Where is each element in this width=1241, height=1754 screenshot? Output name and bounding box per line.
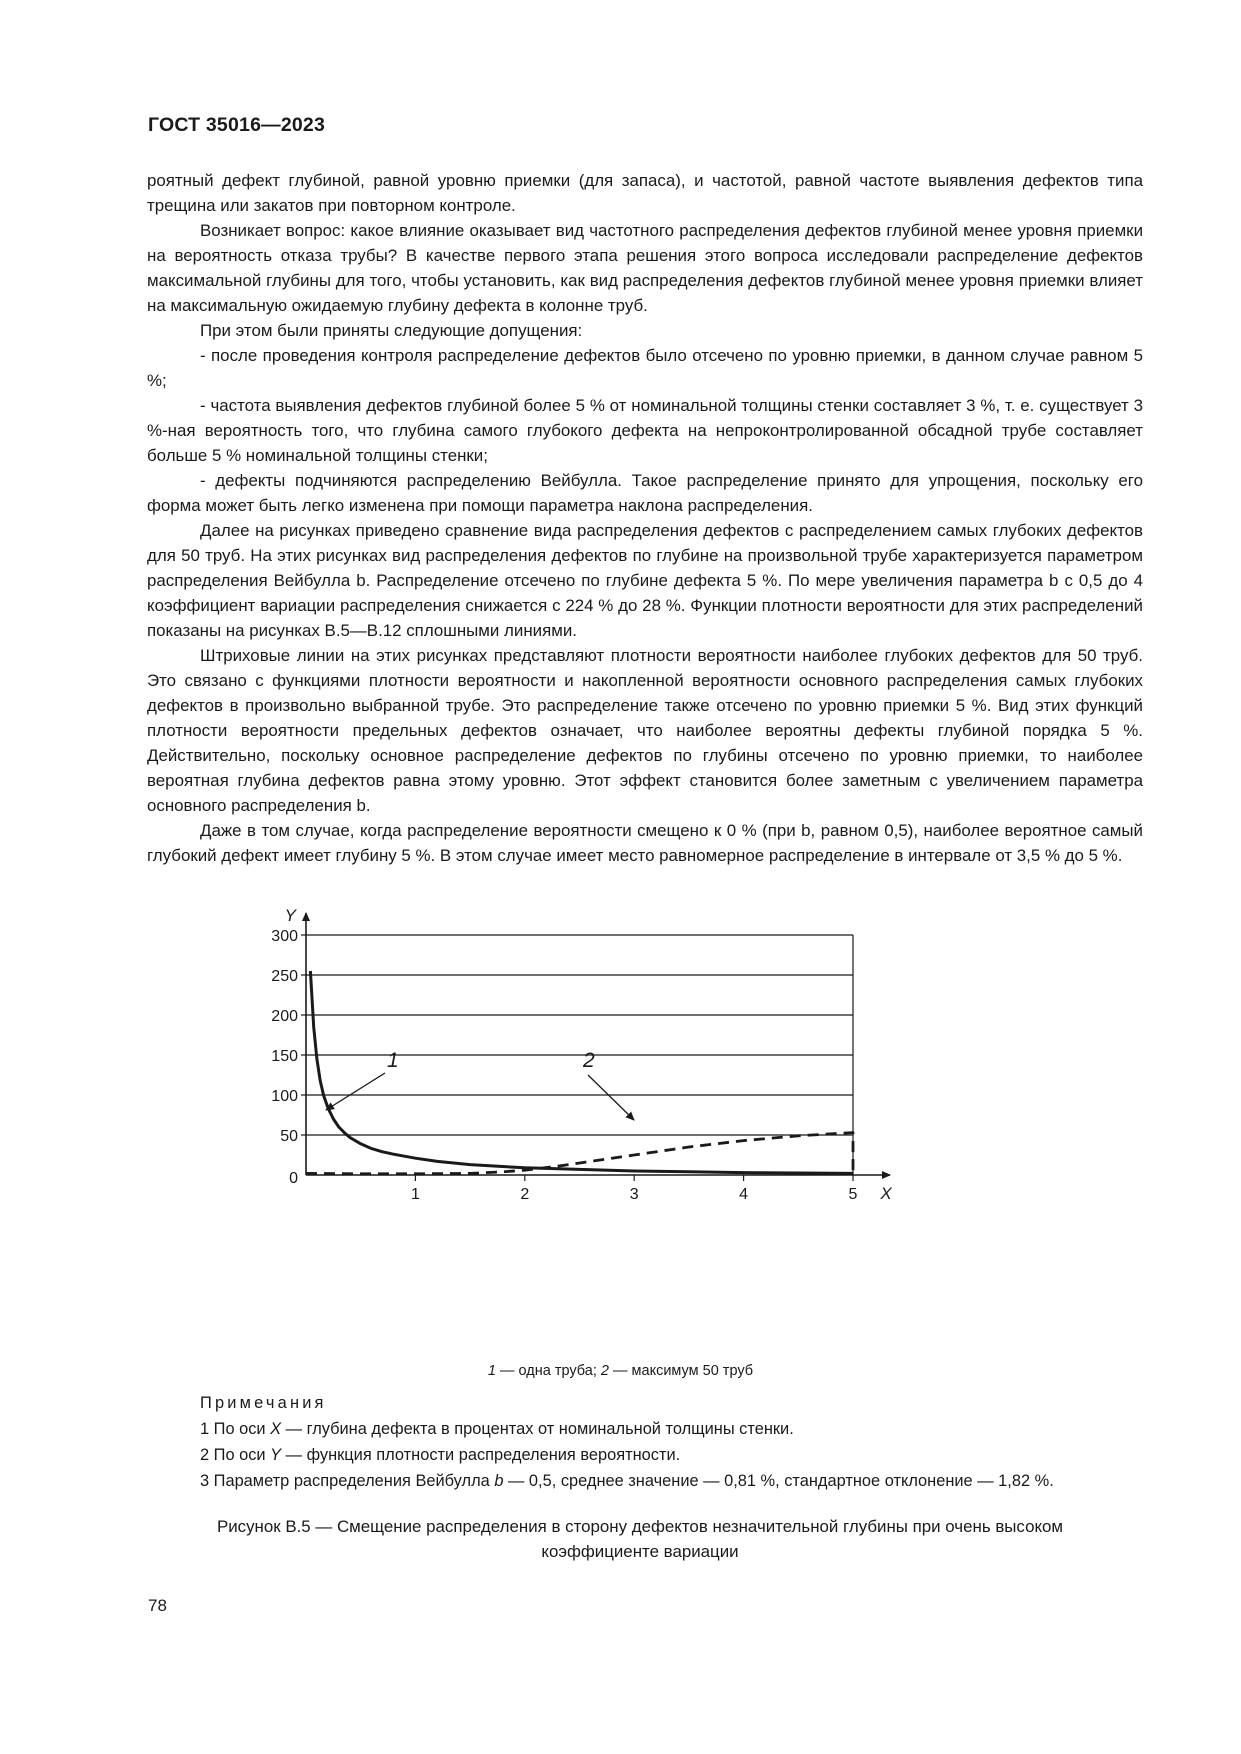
figure-caption xyxy=(150,1514,1130,1564)
note-item xyxy=(200,1416,1160,1442)
figure-legend xyxy=(0,1363,1241,1379)
paragraph xyxy=(147,218,1143,318)
figure-chart xyxy=(271,903,1010,1333)
paragraph xyxy=(147,518,1143,643)
legend-text-1: — одна труба; xyxy=(495,1363,601,1379)
x-tick-label: 1 xyxy=(410,1186,420,1203)
caption-line: коэффициенте вариации xyxy=(541,1542,739,1561)
paragraph-text: Штриховые линии на этих рисунках представляют плотности вероятности наиболее глубоких дефектов для 50 труб. Это связано с функциями плотности вероятности и накопленной вероятности основного распределения самых глубоких дефектов в произвольно выбранной трубе. Это распределение также отсечено по уровню приемки 5 %. Вид этих функций плотности вероятности предельных дефектов означает, что наиболее вероятны дефекты глубиной порядка 5 %. Действительно, поскольку основное распределение дефектов по глубины отсечено по уровню приемки, то наиболее вероятная глубина дефектов равна этому уровню. Этот эффект становится более заметным с увеличением параметра основного распределения b. xyxy=(147,646,1143,815)
note-prefix: 2 По оси xyxy=(200,1446,271,1464)
note-suffix: — 0,5, среднее значение — 0,81 %, стандартное отклонение — 1,82 %. xyxy=(503,1472,1054,1490)
curve-label-1: 1 xyxy=(387,1049,399,1072)
paragraph xyxy=(147,318,1143,343)
x-tick-label: 4 xyxy=(739,1186,749,1203)
x-tick-label: 5 xyxy=(848,1186,858,1203)
note-prefix: 3 Параметр распределения Вейбулла xyxy=(200,1472,495,1490)
series-line-1 xyxy=(310,971,853,1173)
leader-line xyxy=(588,1075,634,1120)
caption-line: Рисунок В.5 — Смещение распределения в сторону дефектов незначительной глубины при очень высоком xyxy=(216,1517,1064,1536)
page-number: 78 xyxy=(148,1596,167,1615)
paragraph-text: Далее на рисунках приведено сравнение вида распределения дефектов с распределением самых глубоких дефектов для 50 труб. На этих рисунках вид распределения дефектов по глубине на произвольной трубе характеризуется параметром распределения Вейбулла b. Распределение отсечено по глубине дефекта 5 %. По мере увеличения параметра b с 0,5 до 4 коэффициент вариации распределения снижается с 224 % до 28 %. Функции плотности вероятности для этих распределений показаны на рисунках В.5—В.12 сплошными линиями. xyxy=(147,521,1143,640)
y-axis-label: Y xyxy=(284,906,296,925)
note-symbol: X xyxy=(270,1420,282,1438)
notes-title: Примечания xyxy=(200,1394,327,1412)
legend-key-2: 2 xyxy=(600,1363,609,1379)
note-suffix: — глубина дефекта в процентах от номинальной толщины стенки. xyxy=(281,1420,794,1438)
line-chart xyxy=(271,903,1010,1333)
y-tick-label: 150 xyxy=(271,1048,298,1065)
note-symbol: Y xyxy=(270,1446,282,1464)
paragraph-text: - после проведения контроля распределение дефектов было отсечено по уровню приемки, в данном случае равном 5 %; xyxy=(147,346,1143,390)
figure-notes xyxy=(200,1390,1160,1494)
y-tick-label: 250 xyxy=(271,968,298,985)
paragraph-text: роятный дефект глубиной, равной уровню приемки (для запаса), и частотой, равной частоте выявления дефектов типа трещина или закатов при повторном контроле. xyxy=(147,171,1143,215)
paragraph-text: - частота выявления дефектов глубиной более 5 % от номинальной толщины стенки составляет 3 %, т. е. существует 3 %-ная вероятность того, что глубина самого глубокого дефекта на непроконтролированной обсадной трубе составляет больше 5 % номинальной толщины стенки; xyxy=(147,396,1143,465)
paragraph xyxy=(147,818,1143,868)
document-header: ГОСТ 35016—2023 xyxy=(148,114,325,136)
x-tick-label: 3 xyxy=(629,1186,639,1203)
note-symbol: b xyxy=(494,1472,504,1490)
paragraph xyxy=(147,643,1143,818)
paragraph xyxy=(147,468,1143,518)
curve-label-2: 2 xyxy=(583,1049,595,1072)
y-tick-label: 100 xyxy=(271,1088,298,1105)
paragraph xyxy=(147,343,1143,393)
body-text xyxy=(147,168,1143,868)
leader-line xyxy=(326,1073,385,1110)
x-tick-label: 2 xyxy=(520,1186,530,1203)
paragraph-text: Даже в том случае, когда распределение вероятности смещено к 0 % (при b, равном 0,5), наиболее вероятное самый глубокий дефект имеет глубину 5 %. В этом случае имеет место равномерное распределение в интервале от 3,5 % до 5 %. xyxy=(147,821,1143,865)
legend-text-2: — максимум 50 труб xyxy=(608,1363,754,1379)
paragraph xyxy=(147,168,1143,218)
paragraph xyxy=(147,393,1143,468)
paragraph-text: - дефекты подчиняются распределению Вейбулла. Такое распределение принято для упрощения, поскольку его форма может быть легко изменена при помощи параметра наклона распределения. xyxy=(147,471,1143,515)
y-tick-label: 50 xyxy=(280,1128,298,1145)
x-axis-label: X xyxy=(880,1184,892,1203)
note-suffix: — функция плотности распределения вероятности. xyxy=(281,1446,681,1464)
note-item xyxy=(200,1442,1160,1468)
y-tick-label: 200 xyxy=(271,1008,298,1025)
y-tick-label: 0 xyxy=(289,1170,298,1187)
note-prefix: 1 По оси xyxy=(200,1420,271,1438)
note-item xyxy=(200,1468,1160,1494)
paragraph-text: Возникает вопрос: какое влияние оказывает вид частотного распределения дефектов глубиной менее уровня приемки на вероятность отказа трубы? В качестве первого этапа решения этого вопроса исследовали распределение дефектов максимальной глубины для того, чтобы установить, как вид распределения дефектов глубиной менее уровня приемки влияет на максимальную ожидаемую глубину дефекта в колонне труб. xyxy=(147,221,1143,315)
paragraph-text: При этом были приняты следующие допущения: xyxy=(200,321,583,340)
y-tick-label: 300 xyxy=(271,928,298,945)
legend-key-1: 1 xyxy=(487,1363,496,1379)
